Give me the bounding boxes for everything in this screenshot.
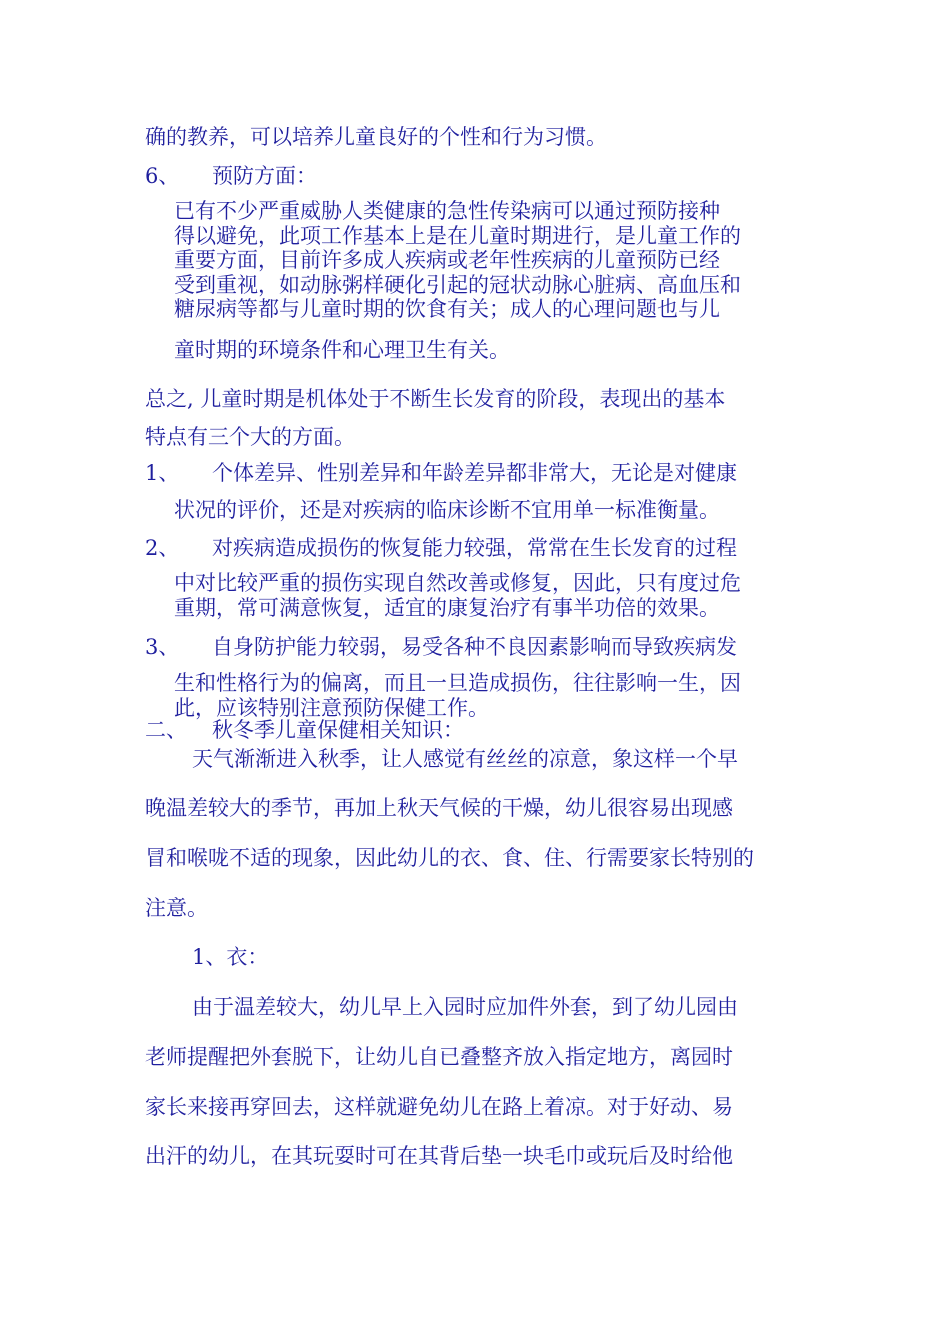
heading-text: 预防方面： [212, 164, 317, 188]
list-text: 自身防护能力较弱，易受各种不良因素影响而导致疾病发 [212, 635, 737, 659]
text-line: 老师提醒把外套脱下，让幼儿自已叠整齐放入指定地方，离园时 [145, 1045, 733, 1069]
list-item-3-continuation [174, 671, 741, 720]
text-line: 受到重视，如动脉粥样硬化引起的冠状动脉心脏病、高血压和 [174, 272, 741, 297]
section-heading-autumn-winter [145, 717, 464, 743]
text-line: 重期，常可满意恢复，适宜的康复治疗有事半功倍的效果。 [174, 595, 720, 620]
text-line: 糖尿病等都与儿童时期的饮食有关；成人的心理问题也与儿 [174, 297, 720, 322]
list-number: 2、 [145, 536, 180, 560]
list-text: 个体差异、性别差异和年龄差异都非常大，无论是对健康 [212, 461, 737, 485]
list-number: 二、 [145, 718, 187, 742]
prevention-paragraph [174, 199, 741, 322]
summary-line: 总之, 儿童时期是机体处于不断生长发育的阶段，表现出的基本 [145, 387, 726, 411]
text-line: 由于温差较大，幼儿早上入园时应加件外套，到了幼儿园由 [192, 995, 738, 1019]
section-heading-prevention [145, 163, 317, 189]
text-line: 童时期的环境条件和心理卫生有关。 [174, 338, 510, 362]
list-item-2 [145, 535, 737, 561]
list-item-3 [145, 634, 737, 660]
list-item-2-continuation [174, 571, 741, 620]
subheading-clothing: 1、衣： [192, 945, 269, 969]
list-number: 3、 [145, 635, 180, 659]
list-item-1 [145, 460, 737, 486]
text-line: 晚温差较大的季节，再加上秋天气候的干燥，幼儿很容易出现感 [145, 796, 733, 820]
text-line: 得以避免，此项工作基本上是在儿童时期进行，是儿童工作的 [174, 223, 741, 248]
text-line: 中对比较严重的损伤实现自然改善或修复，因此，只有度过危 [174, 571, 741, 595]
list-number: 6、 [145, 164, 180, 188]
list-text: 对疾病造成损伤的恢复能力较强，常常在生长发育的过程 [212, 536, 737, 560]
text-line: 确的教养，可以培养儿童良好的个性和行为习惯。 [145, 125, 607, 149]
list-number: 1、 [145, 461, 180, 485]
text-line: 家长来接再穿回去，这样就避免幼儿在路上着凉。对于好动、易 [145, 1095, 733, 1119]
text-line: 注意。 [145, 896, 208, 920]
summary-line: 特点有三个大的方面。 [145, 425, 355, 449]
text-line: 此，应该特别注意预防保健工作。 [174, 695, 489, 720]
text-line: 出汗的幼儿，在其玩耍时可在其背后垫一块毛巾或玩后及时给他 [145, 1144, 733, 1168]
text-line: 已有不少严重威胁人类健康的急性传染病可以通过预防接种 [174, 199, 720, 223]
heading-text: 秋冬季儿童保健相关知识： [212, 718, 464, 742]
text-line: 状况的评价，还是对疾病的临床诊断不宜用单一标准衡量。 [174, 498, 720, 522]
text-line: 冒和喉咙不适的现象，因此幼儿的衣、食、住、行需要家长特别的 [145, 846, 754, 870]
text-line: 天气渐渐进入秋季，让人感觉有丝丝的凉意，象这样一个早 [192, 747, 738, 771]
text-line: 重要方面，目前许多成人疾病或老年性疾病的儿童预防已经 [174, 248, 720, 273]
text-line: 生和性格行为的偏离，而且一旦造成损伤，往往影响一生，因 [174, 671, 741, 695]
